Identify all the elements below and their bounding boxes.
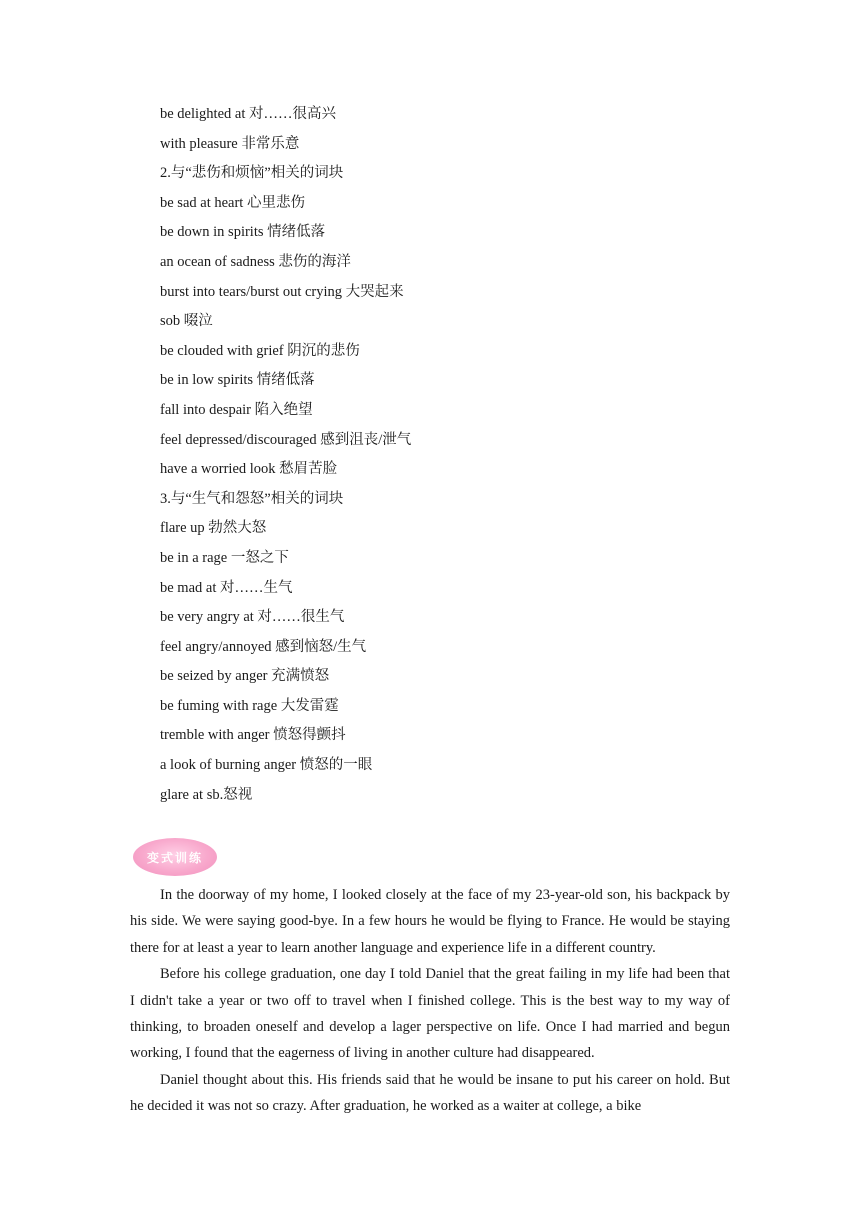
passage-paragraph: Daniel thought about this. His friends said that he would be insane to put his career on hold. But he decided it was not so crazy. After graduation, he worked as a waiter at college, a bike [130,1071,730,1115]
exercise-badge [133,838,217,876]
vocab-item: be delighted at 对……很高兴 [160,106,336,122]
vocab-item: be very angry at 对……很生气 [160,609,345,626]
vocab-item: glare at sb.怒视 [160,786,253,803]
passage-paragraph: In the doorway of my home, I looked closely at the face of my 23-year-old son, his backpack by his side. We were saying good-bye. In a few hours he would be flying to France. He would be staying there for at least a year to learn another language and experience life in a different country. [130,887,730,956]
section-heading: 3.与“生气和怨怒”相关的词块 [160,490,344,507]
vocab-item: an ocean of sadness 悲伤的海洋 [160,253,351,270]
vocab-list [160,100,760,810]
vocab-item: tremble with anger 愤怒得颤抖 [160,727,346,744]
passage-paragraph: Before his college graduation, one day I told Daniel that the great failing in my life had been that I didn't take a year or two off to travel when I finished college. This is the best way to my way of thinking, to broaden oneself and develop a lager perspective on life. Once I had married and begun working, I found that the eagerness of living in another culture had disappeared. [130,966,730,1062]
vocab-item: a look of burning anger 愤怒的一眼 [160,757,373,774]
vocab-item: be fuming with rage 大发雷霆 [160,697,339,714]
vocab-item: fall into despair 陷入绝望 [160,401,313,418]
reading-passage [130,882,730,1120]
vocab-item: have a worried look 愁眉苦脸 [160,461,338,478]
vocab-item: be seized by anger 充满愤怒 [160,668,330,685]
vocab-item: feel angry/annoyed 感到恼怒/生气 [160,638,367,655]
section-heading: 2.与“悲伤和烦恼”相关的词块 [160,165,344,182]
vocab-item: be in low spirits 情绪低落 [160,372,315,389]
vocab-item: be mad at 对……生气 [160,579,293,596]
exercise-badge-label: 变式训练 [133,838,217,876]
vocab-item: burst into tears/burst out crying 大哭起来 [160,283,404,300]
vocab-item: sob 啜泣 [160,313,213,330]
vocab-item: flare up 勃然大怒 [160,520,267,537]
vocab-item: be in a rage 一怒之下 [160,549,289,566]
vocab-item: feel depressed/discouraged 感到沮丧/泄气 [160,431,412,448]
vocab-item: be down in spirits 情绪低落 [160,224,326,241]
vocab-item: be clouded with grief 阴沉的悲伤 [160,342,360,359]
vocab-item: be sad at heart 心里悲伤 [160,194,305,211]
vocab-item: with pleasure 非常乐意 [160,135,300,152]
